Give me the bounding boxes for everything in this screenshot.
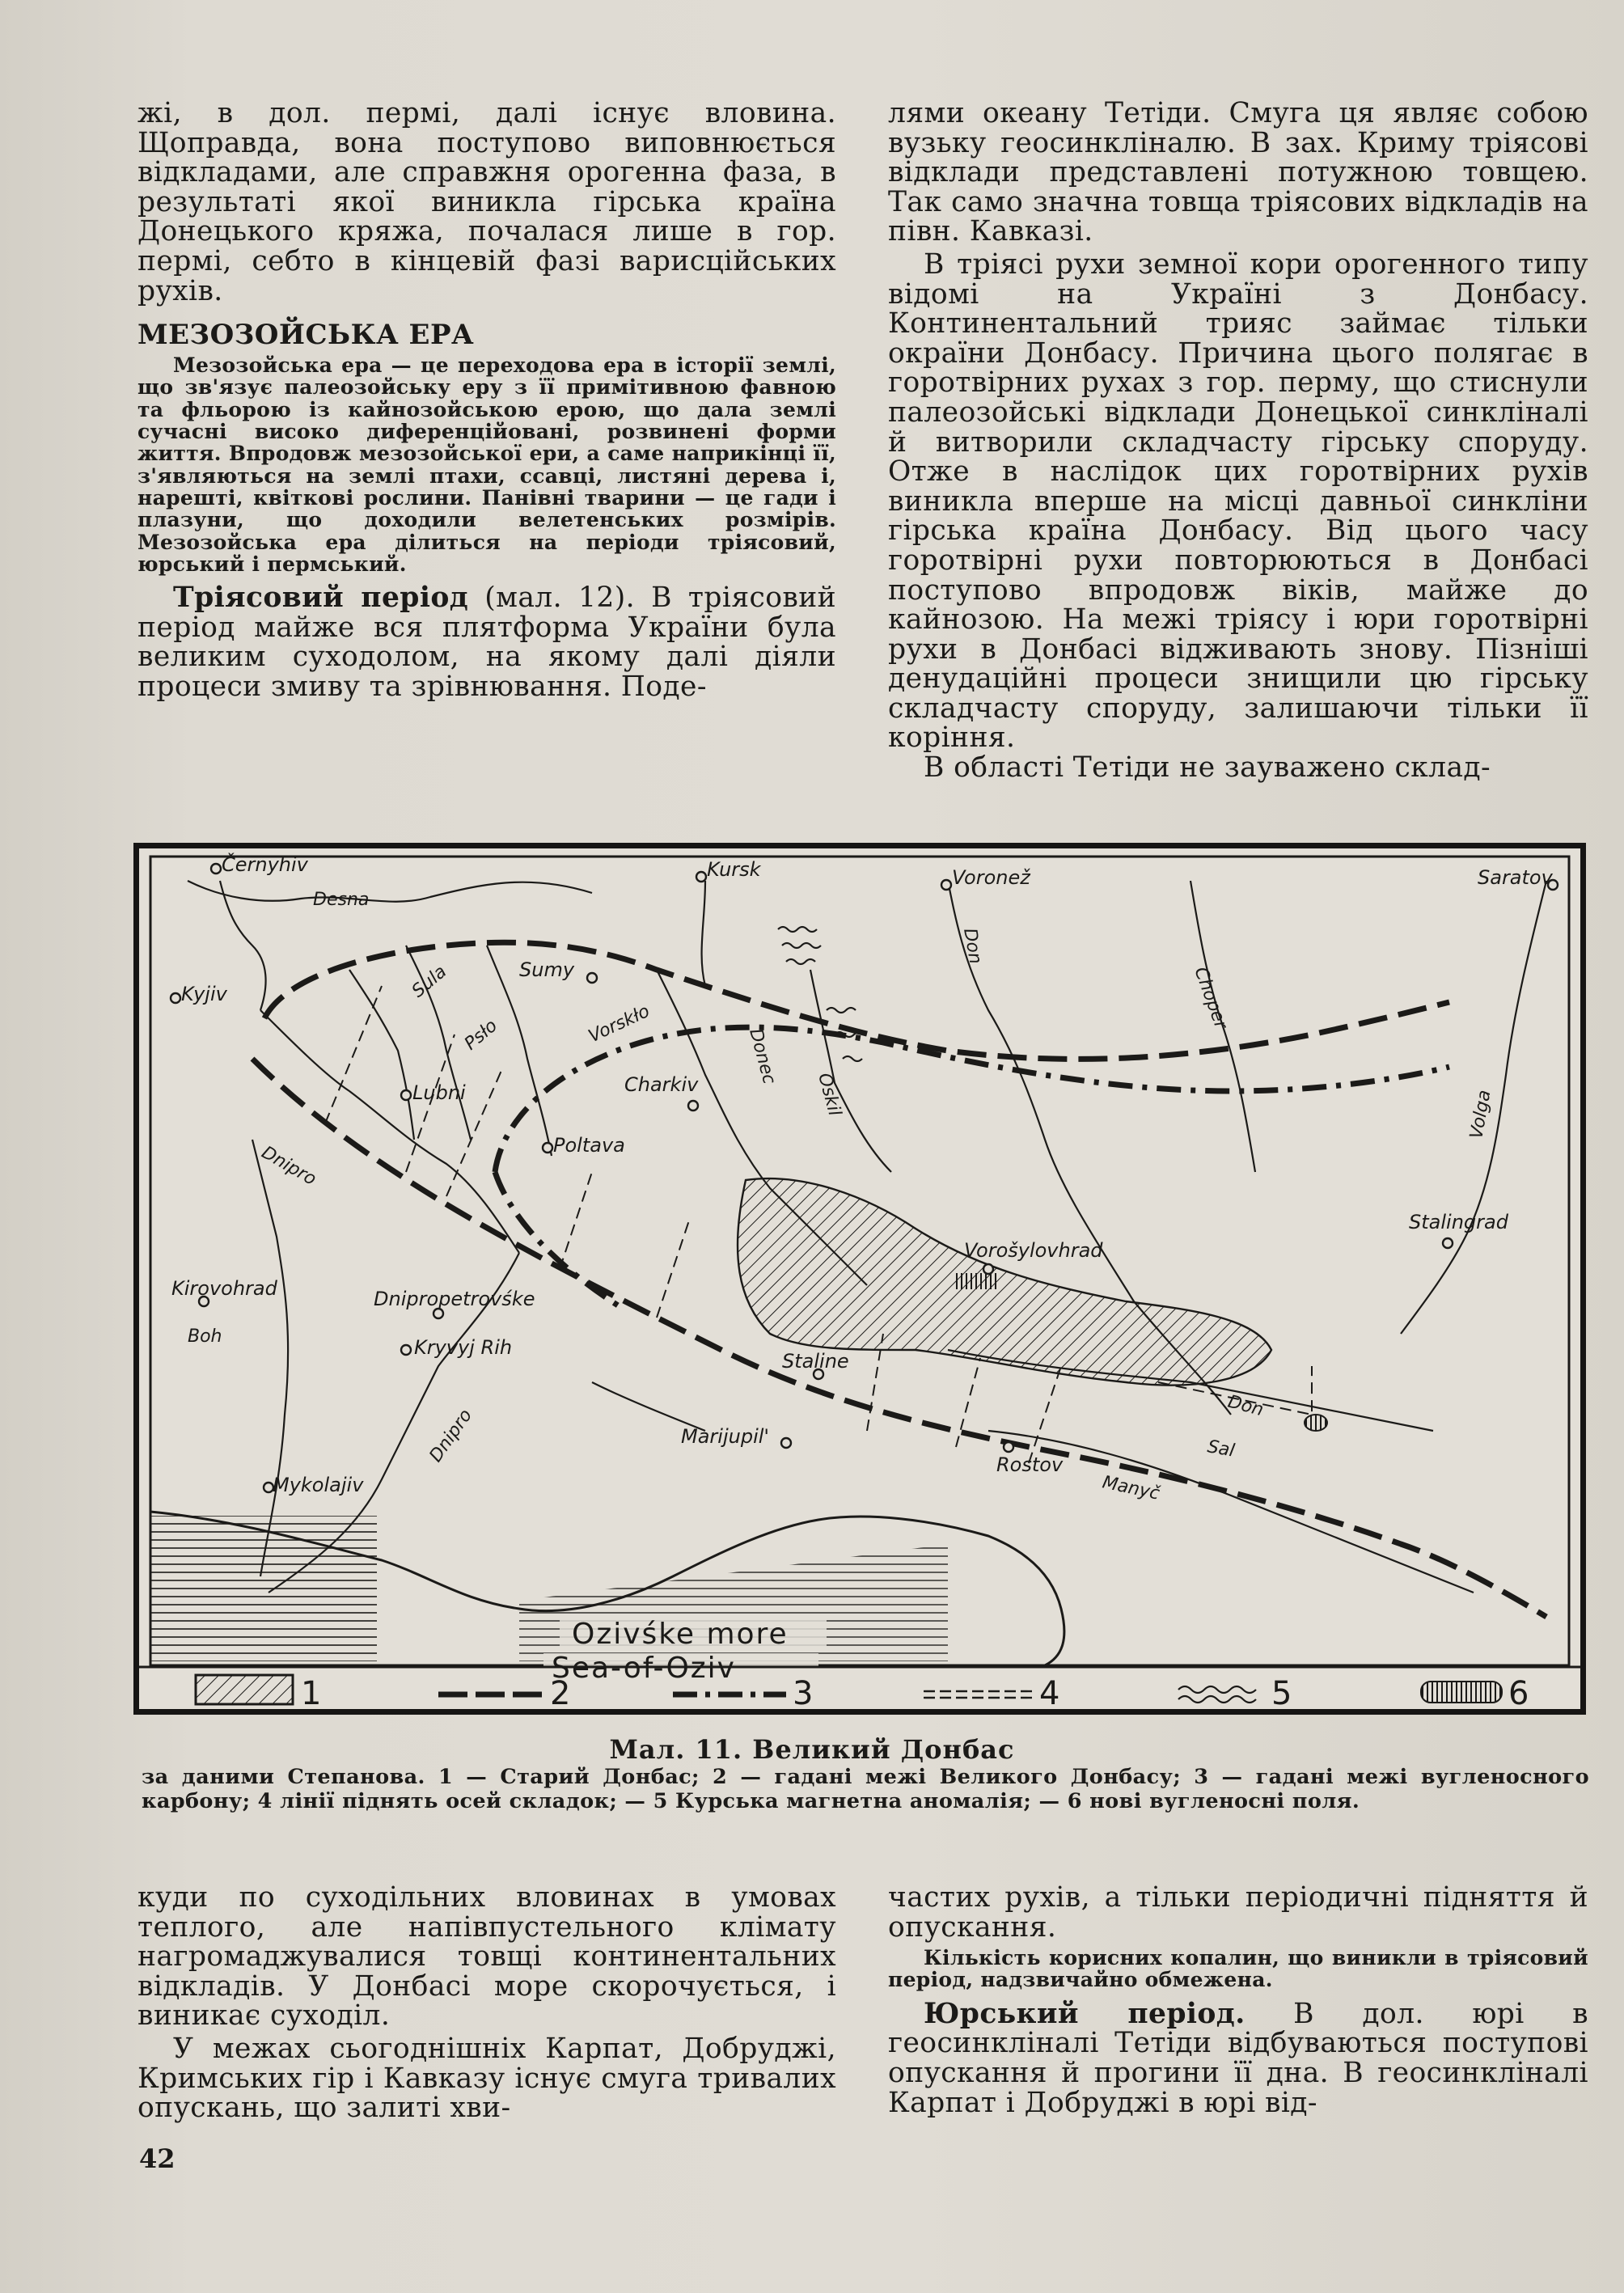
river-label: Don	[959, 926, 986, 966]
legend-number: 6	[1508, 1675, 1529, 1709]
river-label: Dnipro	[258, 1142, 320, 1190]
city-label: Voronež	[952, 866, 1030, 889]
city-label: Vorošylovhrad	[964, 1239, 1103, 1262]
period-title: Юрський період.	[924, 1997, 1245, 2030]
city-label: Marijupil'	[681, 1425, 769, 1448]
river-kalmius	[592, 1382, 705, 1431]
river-desna	[188, 881, 592, 902]
city-label: Mykolajiv	[273, 1474, 364, 1496]
page-number: 42	[139, 2143, 176, 2174]
legend-swatch-new-coal-fields	[1421, 1682, 1502, 1703]
city-label: Charkiv	[624, 1073, 699, 1096]
river-label: Desna	[313, 890, 370, 910]
section-heading: МЕЗОЗОЙСЬКА ЕРА	[137, 319, 475, 352]
paragraph: В області Тетіди не зауважено склад-	[924, 751, 1491, 785]
carboniferous-boundary	[495, 1027, 1449, 1172]
river-seim	[702, 881, 705, 986]
left-column-top	[137, 99, 836, 702]
kursk-magnetic-anomaly	[778, 927, 864, 1061]
legend-number: 2	[550, 1675, 571, 1709]
new-coal-field	[1305, 1415, 1327, 1431]
map-figure	[133, 843, 1586, 1715]
section-intro: Мезозойська ера — це переходова ера в історії землі, що зв'язує палеозойську еру з її примітивною фавною та фльорою із кайнозойською ерою, що дала землі сучасні високо диференційовані, розвинені форми життя. Впродовж мезозойської ери, а саме наприкінці її, з'являються на землі птахи, ссавці, листяні дерева і, нарешті, квіткові рослини. Панівні тварини — це гади і плазуни, що доходили велетенських розмірів. Мезозойська ера ділиться на періоди тріясовий, юрський і пермський.	[137, 353, 836, 576]
river-label: Don	[1225, 1391, 1266, 1421]
left-column-bottom	[137, 1883, 836, 2123]
city-label: Kryvyj Rih	[414, 1336, 513, 1359]
figure-caption-title: Мал. 11. Великий Донбас	[609, 1734, 1015, 1765]
city-label: Kyjiv	[181, 983, 227, 1005]
paragraph: лями океану Тетіди. Смуга ця являє собою вузьку геосинкліналю. В зах. Криму тріясові відклади представлені потужною товщею. Так само значна товща тріясових відкладів на півн. Кавказі.	[888, 97, 1588, 248]
note: Кількість корисних копалин, що виникли в тріясовий період, надзвичайно обмежена.	[888, 1946, 1588, 1992]
city-label: Černyhiv	[222, 853, 308, 876]
river-label: Sal	[1205, 1436, 1237, 1462]
city-label: Staline	[782, 1350, 849, 1373]
river-label: Oskil	[814, 1071, 845, 1119]
river-label: Volga	[1466, 1088, 1495, 1141]
right-column-top	[888, 99, 1588, 783]
period-title: Тріясовий період	[173, 582, 469, 615]
river-oskil	[810, 970, 891, 1172]
legend-number: 4	[1039, 1675, 1060, 1709]
city-label: Kirovohrad	[171, 1277, 277, 1300]
river-label: Psło	[460, 1015, 501, 1055]
river-label: Choper	[1190, 964, 1231, 1032]
right-column-bottom	[888, 1883, 1588, 2117]
legend-swatch-old-donbas	[196, 1675, 293, 1704]
sea-black-hatching	[150, 1516, 377, 1661]
legend-number: 5	[1271, 1675, 1292, 1709]
river-label: Vorskło	[585, 1001, 653, 1047]
city-label: Rostov	[996, 1453, 1064, 1476]
river-label: Donec	[745, 1026, 780, 1087]
legend-number: 1	[301, 1675, 322, 1709]
city-labels	[171, 852, 1554, 1496]
city-label: Stalingrad	[1409, 1211, 1508, 1233]
river-label: Dnipro	[425, 1405, 477, 1466]
legend-swatch-kursk-anomaly	[1178, 1686, 1256, 1703]
city-label: Sumy	[519, 958, 575, 981]
city-label: Poltava	[553, 1134, 625, 1157]
map-legend	[196, 1675, 1529, 1709]
river-label: Manyč	[1100, 1472, 1161, 1504]
paragraph	[888, 1999, 1588, 2117]
great-donbas-boundary-north	[264, 942, 1449, 1059]
sea-label: Sea-of-Oziv	[552, 1652, 736, 1685]
city-label: Dnipropetrovśke	[374, 1288, 535, 1310]
river-boh	[252, 1140, 288, 1576]
river-label: Sula	[408, 961, 451, 1002]
city-label: Kursk	[707, 858, 761, 881]
new-coal-field	[956, 1273, 996, 1289]
sea-label: Ozivśke more	[572, 1618, 789, 1651]
paragraph: куди по суходільних вловинах в умовах теплого, але напівпустельного клімату нагромаджувалися товщі континентальних відкладів. У Донбасі море скорочується, і виникає суходіл.	[137, 1881, 836, 2033]
paragraph: В тріясі рухи земної кори орогенного типу відомі на Україні з Донбасу. Континентальний трияс займає тільки окраїни Донбасу. Причина цього полягає в горотвірних рухах з гор. перму, що стиснули палеозойські відклади Донецької синкліналі й витворили складчасту гірську споруду. Отже в наслідок цих горотвірних рухів виникла вперше на місці давньої синкліни гірська країна Донбасу. Від цього часу горотвірні рухи повторюються в Донбасі поступово впродовж віків, майже до кайнозою. На межі тріясу і юри горотвірні рухи в Донбасі відживають знову. Пізніші денудаційні процеси знищили цю гірську складчасту споруду, залишаючи тільки її коріння.	[888, 247, 1588, 755]
figure-caption-body: за даними Степанова. 1 — Старий Донбас; 2 — гадані межі Великого Донбасу; 3 — гадані межі вугленосного карбону; 4 лінії піднять осей складок; — 5 Курська магнетна аномалія; — 6 нові вугленосні поля.	[142, 1765, 1589, 1813]
paragraph: частих рухів, а тільки періодичні підняття й опускання.	[888, 1881, 1588, 1944]
paragraph: У межах сьогоднішніх Карпат, Добруджі, Кримських гір і Кавказу існує смуга тривалих опускань, що залиті хви-	[137, 2032, 836, 2125]
city-label: Saratov	[1478, 866, 1553, 889]
legend-number: 3	[793, 1675, 814, 1709]
river-sula	[349, 970, 414, 1140]
donbas-map	[139, 848, 1580, 1709]
paragraph-text: (мал. 12). В тріясовий період майже вся плятформа України була великим суходолом, на якому далі діяли процеси змиву та зрівнювання. Поде-	[137, 582, 837, 703]
city-label: Lubni	[412, 1081, 466, 1104]
paragraph: жі, в дол. пермі, далі існує вловина. Щоправда, вона поступово виповнюється відкладами, але справжня орогенна фаза, в результаті якої виникла гірська країна Донецького кряжа, почалася лише в гор. пермі, себто в кінцевій фазі варисційських рухів.	[137, 97, 836, 307]
paragraph-text: В дол. юрі в геосинкліналі Тетіди відбуваються поступові опускання й прогини її дна. В геосинкліналі Карпат і Добруджі в юрі від-	[888, 1997, 1588, 2119]
river-label: Boh	[188, 1326, 222, 1347]
paragraph	[137, 583, 836, 701]
